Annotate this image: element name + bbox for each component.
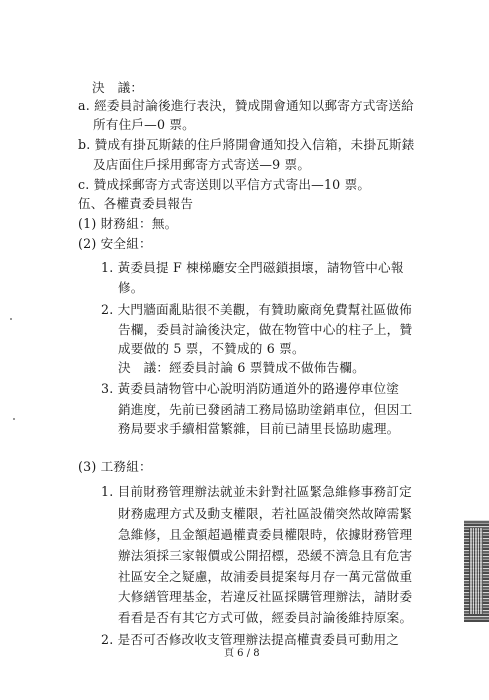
page-number: 頁 6 / 8 (224, 648, 260, 659)
engineering-item-1-cont: 社區安全之疑慮，故浦委員提案每月存一萬元當做重 (118, 569, 413, 584)
safety-item-3-cont: 銷進度，先前已發函請工務局協助塗銷車位，但因工 (118, 402, 413, 417)
engineering-item-1-cont: 急維修，且金額超過權責委員權限時，依據財務管理 (118, 527, 413, 542)
resolution-item-b-cont: 及店面住戶採用郵寄方式寄送—9 票。 (93, 157, 311, 172)
safety-group: (2) 安全組： (78, 236, 152, 251)
resolution-item-b: b. 贊成有掛瓦斯錶的住戶將開會通知投入信箱，未掛瓦斯錶 (78, 137, 415, 152)
engineering-item-1-cont: 財務處理方式及動支權限，若社區設備突然故障需緊 (118, 506, 413, 521)
safety-item-3-cont: 務局要求手續相當繁雜，目前已請里長協助處理。 (118, 421, 400, 436)
safety-item-2-cont: 成要做的 5 票，不贊成的 6 票。 (118, 341, 305, 356)
engineering-item-1-cont: 看看是否有其它方式可做，經委員討論後維持原案。 (118, 610, 413, 625)
safety-item-1-cont: 修。 (118, 280, 144, 295)
engineering-item-1-cont: 大修繕管理基金，若違反社區採購管理辦法，請財委 (118, 589, 413, 604)
engineering-item-2: 2. 是否可否修改收支管理辦法提高權責委員可動用之 (101, 632, 400, 647)
safety-item-2-cont: 告欄，委員討論後決定，做在物管中心的柱子上，贊 (118, 322, 413, 337)
safety-item-3: 3. 黃委員請物管中心說明消防通道外的路邊停車位塗 (101, 381, 400, 396)
resolution-item-a: a. 經委員討論後進行表決，贊成開會通知以郵寄方式寄送給 (78, 98, 414, 113)
resolution-item-a-cont: 所有住戶—0 票。 (93, 117, 195, 132)
binding-stamp-icon (464, 520, 489, 622)
finance-group: (1) 財務組：無。 (78, 216, 178, 231)
engineering-group: (3) 工務組： (78, 459, 152, 474)
scan-speck (13, 418, 15, 420)
resolution-item-c: c. 贊成採郵寄方式寄送則以平信方式寄出—10 票。 (78, 177, 371, 192)
safety-item-2: 2. 大門牆面亂貼很不美觀，有贊助廠商免費幫社區做佈 (101, 302, 412, 317)
safety-item-2-resolution: 決 議：經委員討論 6 票贊成不做佈告欄。 (118, 360, 365, 375)
safety-item-1: 1. 黃委員提 F 棟梯廳安全門磁鎖損壞，請物管中心報 (101, 260, 404, 275)
section-heading: 伍、各權責委員報告 (78, 196, 194, 211)
engineering-item-1-cont: 辦法須採三家報價或公開招標，恐緩不濟急且有危害 (118, 548, 413, 563)
engineering-item-1: 1. 目前財務管理辦法就並未針對社區緊急維修事務訂定 (101, 484, 412, 499)
resolution-heading: 決 議： (92, 80, 144, 95)
scan-speck (10, 318, 12, 320)
